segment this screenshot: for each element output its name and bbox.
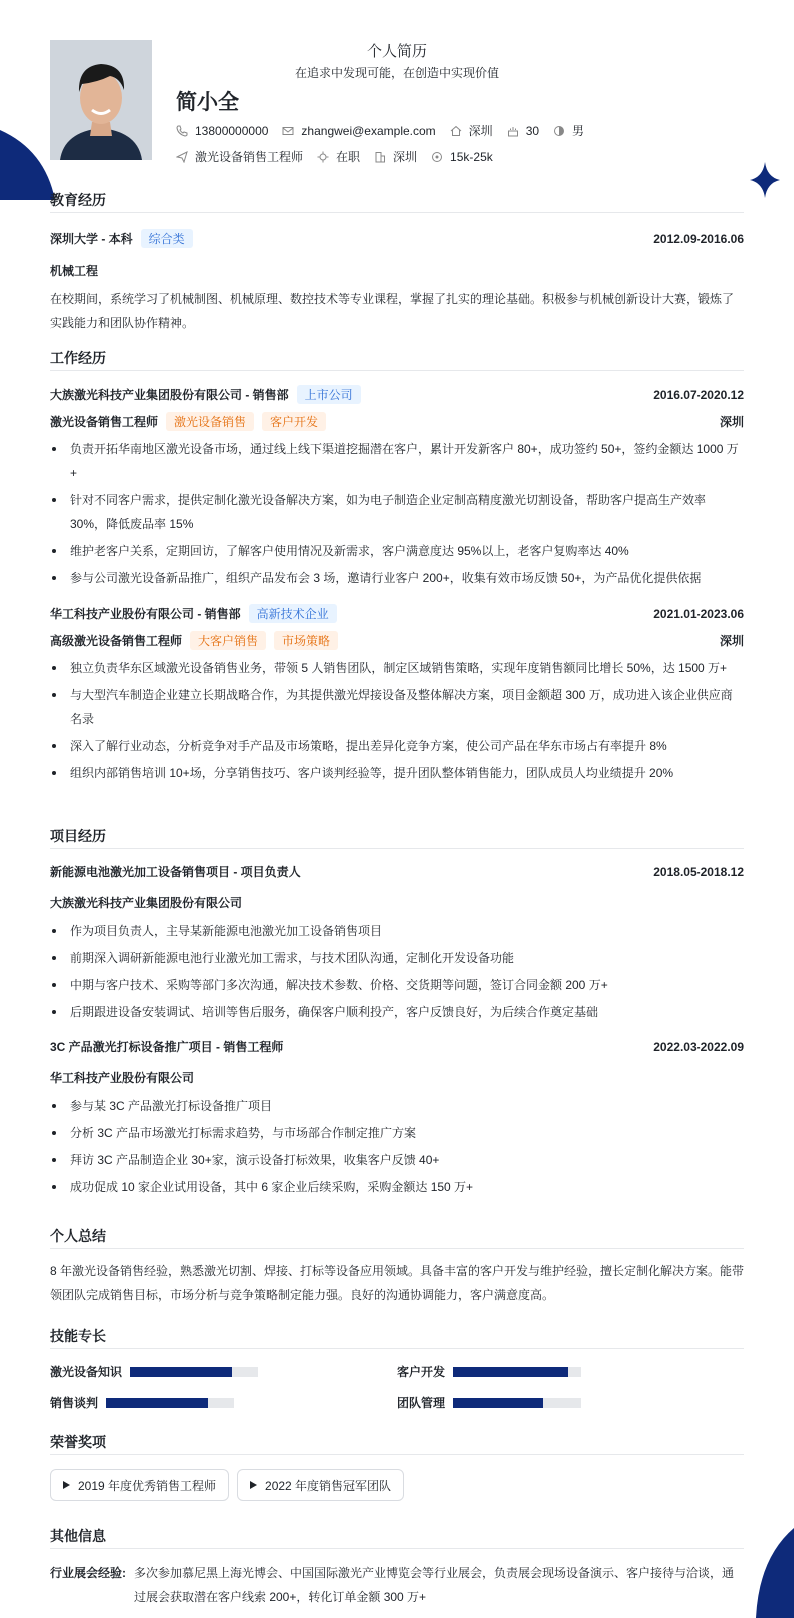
project-date: 2018.05-2018.12 bbox=[653, 864, 744, 879]
expected-salary: 15k-25k bbox=[450, 149, 493, 164]
age: 30 bbox=[525, 123, 540, 138]
project-bullets bbox=[50, 1094, 744, 1199]
skill-bar-fill bbox=[453, 1398, 543, 1408]
summary-section bbox=[50, 1226, 744, 1307]
mail-icon bbox=[282, 125, 294, 137]
status-icon bbox=[317, 151, 329, 163]
sparkle-star-icon bbox=[750, 162, 780, 198]
project-company: 大族激光科技产业集团股份有限公司 bbox=[50, 896, 243, 910]
project-header-row bbox=[50, 1038, 744, 1055]
awards-section bbox=[50, 1432, 744, 1501]
company-tag: 高新技术企业 bbox=[249, 604, 337, 623]
job-target: 激光设备销售工程师 bbox=[195, 150, 304, 164]
skill-item bbox=[50, 1394, 397, 1411]
skill-name: 团队管理 bbox=[397, 1396, 446, 1410]
work-header-row bbox=[50, 385, 744, 404]
email-address: zhangwei@example.com bbox=[301, 123, 436, 138]
other-info-row bbox=[50, 1561, 744, 1609]
city: 深圳 bbox=[468, 124, 493, 138]
company-name: 大族激光科技产业集团股份有限公司 - 销售部 bbox=[50, 388, 289, 402]
skill-bar-fill bbox=[453, 1367, 568, 1377]
list-item: 参与公司激光设备新品推广，组织产品发布会 3 场，邀请行业客户 200+，收集有效市场反馈 50+，为产品优化提供依据 bbox=[50, 566, 744, 590]
document-subtitle: 在追求中发现可能，在创造中实现价值 bbox=[294, 66, 499, 80]
phone-number: 13800000000 bbox=[195, 123, 269, 138]
employment-status: 在职 bbox=[336, 150, 361, 164]
email-item bbox=[282, 124, 435, 138]
gender: 男 bbox=[572, 124, 585, 138]
section-title: 工作经历 bbox=[50, 348, 744, 371]
other-info-label: 行业展会经验: bbox=[50, 1566, 126, 1580]
send-icon bbox=[176, 151, 188, 163]
role-row bbox=[50, 412, 744, 431]
project-name: 新能源电池激光加工设备销售项目 - 项目负责人 bbox=[50, 865, 301, 879]
skill-bar-fill bbox=[106, 1398, 208, 1408]
contact-row bbox=[176, 122, 598, 139]
section-title: 技能专长 bbox=[50, 1326, 744, 1349]
education-date: 2012.09-2016.06 bbox=[653, 231, 744, 246]
list-item: 针对不同客户需求，提供定制化激光设备解决方案，如为电子制造企业定制高精度激光切割设备，帮助客户提高生产效率 30%，降低废品率 15% bbox=[50, 488, 744, 536]
section-title: 荣誉奖项 bbox=[50, 1432, 744, 1455]
list-item: 独立负责华东区域激光设备销售业务，带领 5 人销售团队，制定区域销售策略，实现年度销售额同比增长 50%，达 1500 万+ bbox=[50, 656, 744, 680]
skill-item bbox=[397, 1363, 744, 1380]
list-item: 组织内部销售培训 10+场，分享销售技巧、客户谈判经验等，提升团队整体销售能力，团队成员人均业绩提升 20% bbox=[50, 761, 744, 785]
cake-icon bbox=[507, 125, 519, 137]
role-tag: 客户开发 bbox=[262, 412, 326, 431]
list-item: 与大型汽车制造企业建立长期战略合作，为其提供激光焊接设备及整体解决方案，项目金额超 300 万，成功进入该企业供应商名录 bbox=[50, 683, 744, 731]
project-date: 2022.03-2022.09 bbox=[653, 1039, 744, 1054]
target-city: 深圳 bbox=[393, 150, 418, 164]
home-icon bbox=[450, 125, 462, 137]
education-description: 在校期间，系统学习了机械制图、机械原理、数控技术等专业课程，掌握了扎实的理论基础。积极参与机械创新设计大赛，锻炼了实践能力和团队协作精神。 bbox=[50, 292, 735, 330]
skills-section bbox=[50, 1326, 744, 1411]
work-bullets bbox=[50, 656, 744, 785]
section-title: 个人总结 bbox=[50, 1226, 744, 1249]
education-section bbox=[50, 190, 744, 335]
role-name: 激光设备销售工程师 bbox=[50, 415, 159, 429]
work-item bbox=[50, 604, 744, 785]
work-date: 2021.01-2023.06 bbox=[653, 606, 744, 621]
work-header-row bbox=[50, 604, 744, 623]
target-city-item bbox=[374, 148, 417, 165]
skill-name: 激光设备知识 bbox=[50, 1365, 123, 1379]
list-item: 参与某 3C 产品激光打标设备推广项目 bbox=[50, 1094, 744, 1118]
phone-item bbox=[176, 124, 268, 138]
list-item: 作为项目负责人，主导某新能源电池激光加工设备销售项目 bbox=[50, 919, 744, 943]
building-icon bbox=[374, 151, 386, 163]
play-icon bbox=[63, 1481, 70, 1489]
skill-name: 客户开发 bbox=[397, 1365, 446, 1379]
play-icon bbox=[250, 1481, 257, 1489]
work-item bbox=[50, 385, 744, 590]
school-tag: 综合类 bbox=[141, 229, 193, 248]
job-target-item bbox=[176, 148, 303, 165]
skill-bar bbox=[130, 1367, 258, 1377]
award-item bbox=[50, 1469, 229, 1501]
skill-item bbox=[50, 1363, 397, 1380]
gender-item bbox=[553, 122, 584, 139]
salary-icon bbox=[431, 151, 443, 163]
work-section bbox=[50, 348, 744, 785]
other-section bbox=[50, 1526, 744, 1609]
project-item bbox=[50, 863, 744, 1024]
school-name: 深圳大学 - 本科 bbox=[50, 232, 133, 246]
skill-bar-fill bbox=[130, 1367, 232, 1377]
section-title: 项目经历 bbox=[50, 826, 744, 849]
school-line bbox=[50, 229, 193, 248]
section-title: 其他信息 bbox=[50, 1526, 744, 1549]
company-line bbox=[50, 604, 337, 623]
list-item: 成功促成 10 家企业试用设备，其中 6 家企业后续采购，采购金额达 150 万+ bbox=[50, 1175, 744, 1199]
work-city: 深圳 bbox=[719, 415, 744, 429]
skill-bar bbox=[106, 1398, 234, 1408]
candidate-name: 简小全 bbox=[176, 91, 239, 114]
skill-bar bbox=[453, 1398, 581, 1408]
role-tag: 激光设备销售 bbox=[166, 412, 254, 431]
awards-list bbox=[50, 1469, 744, 1501]
role-tag: 大客户销售 bbox=[190, 631, 266, 650]
gender-icon bbox=[553, 125, 565, 137]
summary-text: 8 年激光设备销售经验，熟悉激光切割、焊接、打标等设备应用领域。具备丰富的客户开发与维护经验，擅长定制化解决方案。能带领团队完成销售目标，市场分析与竞争策略制定能力强。良好的沟通协调能力，客户满意度高。 bbox=[50, 1264, 745, 1302]
document-title: 个人简历 bbox=[366, 43, 427, 60]
list-item: 维护老客户关系，定期回访，了解客户使用情况及新需求，客户满意度达 95%以上，老客户复购率达 40% bbox=[50, 539, 744, 563]
list-item: 中期与客户技术、采购等部门多次沟通，解决技术参数、价格、交货期等问题，签订合同金额 200 万+ bbox=[50, 973, 744, 997]
role-line bbox=[50, 412, 326, 431]
project-company: 华工科技产业股份有限公司 bbox=[50, 1071, 195, 1085]
role-name: 高级激光设备销售工程师 bbox=[50, 634, 183, 648]
status-item bbox=[317, 148, 360, 165]
skills-grid bbox=[50, 1363, 744, 1411]
work-date: 2016.07-2020.12 bbox=[653, 387, 744, 402]
projects-section bbox=[50, 826, 744, 1199]
skill-name: 销售谈判 bbox=[50, 1396, 99, 1410]
city-item bbox=[450, 122, 493, 139]
work-bullets bbox=[50, 437, 744, 590]
work-city: 深圳 bbox=[719, 634, 744, 648]
skill-item bbox=[397, 1394, 744, 1411]
role-row bbox=[50, 631, 744, 650]
list-item: 拜访 3C 产品制造企业 30+家，演示设备打标效果，收集客户反馈 40+ bbox=[50, 1148, 744, 1172]
award-label: 2019 年度优秀销售工程师 bbox=[78, 1478, 217, 1493]
project-bullets bbox=[50, 919, 744, 1024]
phone-icon bbox=[176, 125, 188, 137]
company-line bbox=[50, 385, 361, 404]
list-item: 分析 3C 产品市场激光打标需求趋势，与市场部合作制定推广方案 bbox=[50, 1121, 744, 1145]
list-item: 后期跟进设备安装调试、培训等售后服务，确保客户顺利投产，客户反馈良好，为后续合作奠定基础 bbox=[50, 1000, 744, 1024]
salary-item bbox=[431, 150, 493, 164]
job-intent-row bbox=[176, 148, 507, 165]
age-item bbox=[507, 124, 539, 138]
company-tag: 上市公司 bbox=[297, 385, 361, 404]
skill-bar bbox=[453, 1367, 581, 1377]
major: 机械工程 bbox=[50, 264, 99, 278]
project-item bbox=[50, 1038, 744, 1199]
award-label: 2022 年度销售冠军团队 bbox=[265, 1478, 392, 1493]
other-info-text: 多次参加慕尼黑上海光博会、中国国际激光产业博览会等行业展会，负责展会现场设备演示、客户接待与洽谈，通过展会获取潜在客户线索 200+，转化订单金额 300 万+ bbox=[134, 1566, 735, 1604]
list-item: 深入了解行业动态，分析竞争对手产品及市场策略，提出差异化竞争方案，使公司产品在华东市场占有率提升 8% bbox=[50, 734, 744, 758]
resume-header bbox=[50, 40, 744, 164]
section-title: 教育经历 bbox=[50, 190, 744, 213]
project-header-row bbox=[50, 863, 744, 880]
education-header-row bbox=[50, 229, 744, 248]
role-line bbox=[50, 631, 338, 650]
award-item bbox=[237, 1469, 404, 1501]
list-item: 前期深入调研新能源电池行业激光加工需求，与技术团队沟通，定制化开发设备功能 bbox=[50, 946, 744, 970]
project-name: 3C 产品激光打标设备推广项目 - 销售工程师 bbox=[50, 1040, 284, 1054]
list-item: 负责开拓华南地区激光设备市场，通过线上线下渠道挖掘潜在客户，累计开发新客户 80+，成功签约 50+，签约金额达 1000 万+ bbox=[50, 437, 744, 485]
role-tag: 市场策略 bbox=[274, 631, 338, 650]
company-name: 华工科技产业股份有限公司 - 销售部 bbox=[50, 607, 241, 621]
